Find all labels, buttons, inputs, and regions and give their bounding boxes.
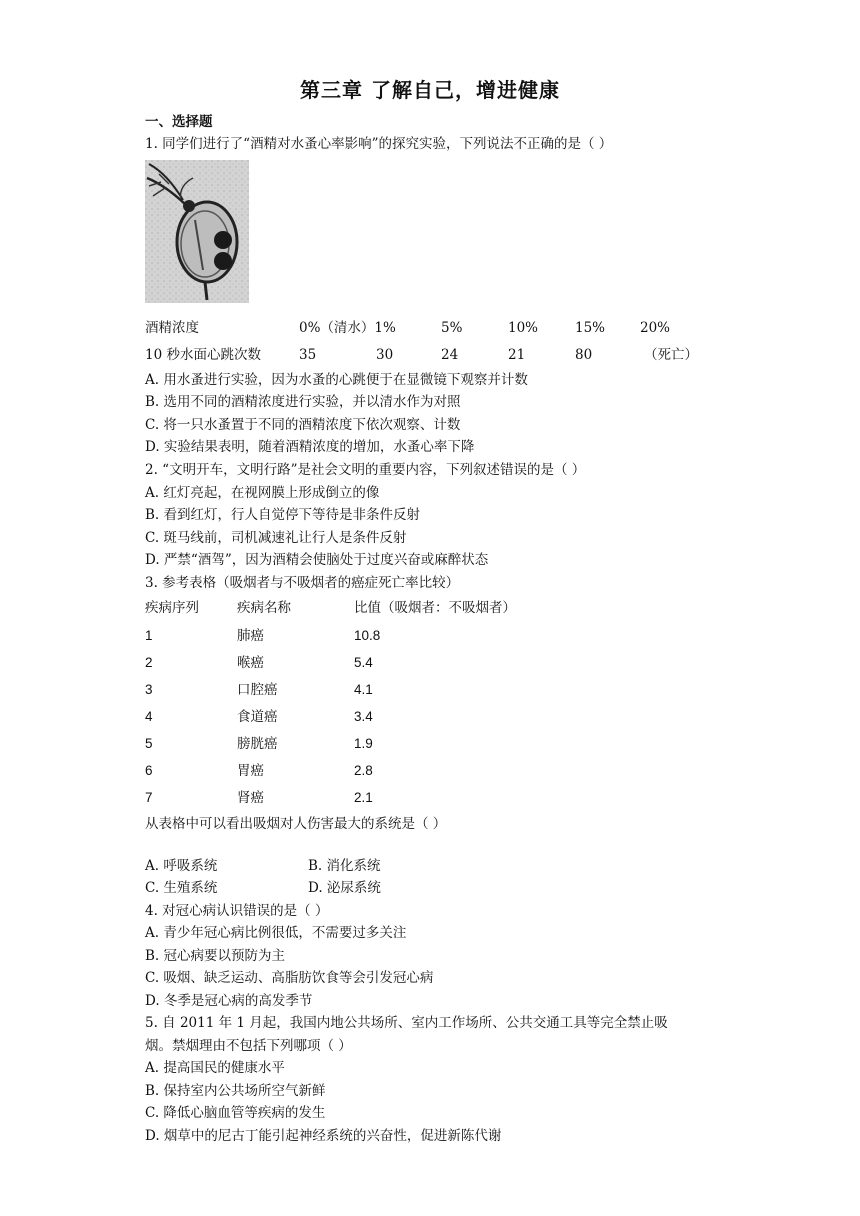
cancer-table-header: 比值（吸烟者：不吸烟者） xyxy=(354,600,516,616)
cancer-table-cell: 口腔癌 xyxy=(237,682,278,698)
heartbeat-table-cell: 30 xyxy=(376,347,394,363)
cancer-table-cell: 3 xyxy=(145,682,153,697)
question-3-option-b: B. 消化系统 xyxy=(308,858,381,874)
cancer-table-cell: 4.1 xyxy=(354,682,373,697)
question-2-option-d: D. 严禁“酒驾”，因为酒精会使脑处于过度兴奋或麻醉状态 xyxy=(145,552,489,568)
cancer-table-cell: 4 xyxy=(145,709,153,724)
cancer-table-cell: 6 xyxy=(145,763,153,778)
heartbeat-table-cell: 24 xyxy=(441,347,459,363)
question-3-stem: 3. 参考表格（吸烟者与不吸烟者的癌症死亡率比较） xyxy=(145,575,460,591)
cancer-table-cell: 膀胱癌 xyxy=(237,736,278,752)
question-4-stem: 4. 对冠心病认识错误的是（ ） xyxy=(145,903,329,919)
cancer-table-cell: 喉癌 xyxy=(237,655,264,671)
question-4-option-c: C. 吸烟、缺乏运动、高脂肪饮食等会引发冠心病 xyxy=(145,970,434,986)
cancer-table-cell: 3.4 xyxy=(354,709,373,724)
page-title: 第三章 了解自己，增进健康 xyxy=(300,78,560,102)
question-5-option-d: D. 烟草中的尼古丁能引起神经系统的兴奋性，促进新陈代谢 xyxy=(145,1128,502,1144)
cancer-table-header: 疾病名称 xyxy=(237,600,291,616)
question-5-option-b: B. 保持室内公共场所空气新鲜 xyxy=(145,1083,326,1099)
cancer-table-cell: 5.4 xyxy=(354,655,373,670)
cancer-table-cell: 1.9 xyxy=(354,736,373,751)
cancer-table-cell: 肺癌 xyxy=(237,628,264,644)
alcohol-table-cell: 0%（清水）1% xyxy=(299,320,396,336)
alcohol-table-cell: 15% xyxy=(575,320,606,336)
question-5-stem-line-2: 烟。禁烟理由不包括下列哪项（ ） xyxy=(145,1038,352,1054)
cancer-table-cell: 1 xyxy=(145,628,153,643)
heartbeat-table-cell: 21 xyxy=(508,347,526,363)
cancer-table-cell: 肾癌 xyxy=(237,790,264,806)
question-5-option-a: A. 提高国民的健康水平 xyxy=(145,1060,285,1076)
section-heading: 一、选择题 xyxy=(145,114,213,130)
heartbeat-table-header: 10 秒水面心跳次数 xyxy=(145,347,261,363)
question-1-option-d: D. 实验结果表明，随着酒精浓度的增加，水蚤心率下降 xyxy=(145,439,475,455)
alcohol-table-cell: 10% xyxy=(508,320,539,336)
heartbeat-table-cell: 80 xyxy=(575,347,593,363)
cancer-table-cell: 7 xyxy=(145,790,153,805)
cancer-table-cell: 2 xyxy=(145,655,153,670)
heartbeat-table-cell: （死亡） xyxy=(644,347,698,363)
question-5-option-c: C. 降低心脑血管等疾病的发生 xyxy=(145,1105,326,1121)
question-1-option-b: B. 选用不同的酒精浓度进行实验，并以清水作为对照 xyxy=(145,394,461,410)
cancer-table-cell: 10.8 xyxy=(354,628,381,643)
daphnia-photo xyxy=(145,160,249,303)
cancer-table-cell: 5 xyxy=(145,736,153,751)
question-3-question: 从表格中可以看出吸烟对人伤害最大的系统是（ ） xyxy=(145,816,447,832)
question-1-option-c: C. 将一只水蚤置于不同的酒精浓度下依次观察、计数 xyxy=(145,417,461,433)
question-1-option-a: A. 用水蚤进行实验，因为水蚤的心跳便于在显微镜下观察并计数 xyxy=(145,372,528,388)
cancer-table-header: 疾病序列 xyxy=(145,600,199,616)
question-3-option-a: A. 呼吸系统 xyxy=(145,858,218,874)
cancer-table-cell: 2.8 xyxy=(354,763,373,778)
cancer-table-cell: 2.1 xyxy=(354,790,373,805)
question-2-option-b: B. 看到红灯，行人自觉停下等待是非条件反射 xyxy=(145,507,421,523)
question-4-option-d: D. 冬季是冠心病的高发季节 xyxy=(145,993,313,1009)
question-1-stem: 1. 同学们进行了“酒精对水蚤心率影响”的探究实验，下列说法不正确的是（ ） xyxy=(145,136,613,152)
question-2-option-a: A. 红灯亮起，在视网膜上形成倒立的像 xyxy=(145,485,380,501)
question-4-option-a: A. 青少年冠心病比例很低，不需要过多关注 xyxy=(145,925,407,941)
alcohol-table-header: 酒精浓度 xyxy=(145,320,199,336)
question-5-stem-line-1: 5. 自 2011 年 1 月起，我国内地公共场所、室内工作场所、公共交通工具等完全禁止吸 xyxy=(145,1015,668,1031)
alcohol-table-cell: 20% xyxy=(640,320,671,336)
cancer-table-cell: 食道癌 xyxy=(237,709,278,725)
heartbeat-table-cell: 35 xyxy=(299,347,317,363)
cancer-table-cell: 胃癌 xyxy=(237,763,264,779)
alcohol-table-cell: 5% xyxy=(441,320,463,336)
question-2-option-c: C. 斑马线前，司机减速礼让行人是条件反射 xyxy=(145,530,407,546)
question-2-stem: 2. “文明开车，文明行路”是社会文明的重要内容，下列叙述错误的是（ ） xyxy=(145,462,586,478)
question-3-option-d: D. 泌尿系统 xyxy=(308,880,381,896)
question-4-option-b: B. 冠心病要以预防为主 xyxy=(145,948,286,964)
question-3-option-c: C. 生殖系统 xyxy=(145,880,218,896)
